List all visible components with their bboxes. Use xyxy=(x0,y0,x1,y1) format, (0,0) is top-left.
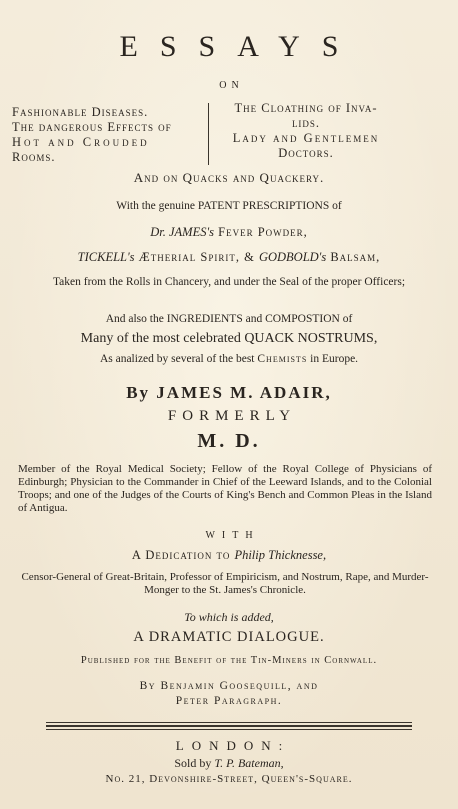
dedication-line xyxy=(0,548,458,563)
peter-paragraph-line: Peter Paragraph. xyxy=(175,695,283,707)
topic-line: The dangerous Effects of xyxy=(12,120,172,134)
by-benjamin-line: By Benjamin Goosequill, and xyxy=(139,680,319,692)
added-line: To which is added, xyxy=(184,610,274,624)
dedication-prefix: A Dedication to xyxy=(131,548,235,562)
analized-chemists: Chemists xyxy=(257,353,308,365)
topic-line: Fashionable Diseases. xyxy=(12,105,149,119)
godbold-name: GODBOLD's xyxy=(258,250,327,264)
rolls-text: Taken from the Rolls in Chancery, and under the Seal of the proper Officers; xyxy=(52,276,406,288)
topic-line: Lady and Gentlemen xyxy=(232,131,380,145)
tickell-line xyxy=(0,250,458,265)
analized-after: in Europe. xyxy=(307,353,359,365)
topic-line: Doctors. xyxy=(278,146,334,160)
topic-line: lids. xyxy=(291,116,321,130)
divider-rule xyxy=(46,725,412,727)
genuine-line: With the genuine PATENT PRESCRIPTIONS of xyxy=(116,200,342,212)
dr-james-name: Dr. JAMES's xyxy=(150,225,214,239)
topics-columns xyxy=(12,101,448,167)
topics-left-column xyxy=(12,105,202,165)
sold-line xyxy=(0,756,458,771)
censor-paragraph: Censor-General of Great-Britain, Professor of Empiricism, and Nostrum, Rape, and Murder-Monger to the St. James's Chronicle. xyxy=(21,571,429,596)
divider-rule xyxy=(46,729,412,730)
member-paragraph: Member of the Royal Medical Society; Fellow of the Royal College of Physicians of Edinburgh; Physician to the Commander in Chief of the Leeward Islands, and to the Colonial Troops; and one of the Judges of the Courts of King's Bench and Common Pleas in the Island of Antigua. xyxy=(18,463,432,514)
md-line: M. D. xyxy=(197,430,261,452)
author-line: By JAMES M. ADAIR, xyxy=(126,383,332,402)
analized-before: As analized by several of the best xyxy=(99,353,258,365)
tickell-rest: Balsam, xyxy=(326,250,381,264)
divider-rule xyxy=(46,722,412,723)
with-line: WITH xyxy=(205,530,260,541)
topic-line: Hot and Crouded xyxy=(12,135,150,149)
topics-right-column xyxy=(216,101,396,161)
analized-line xyxy=(0,353,458,365)
page-title: ESSAYS xyxy=(119,30,361,63)
sold-name: T. P. Bateman, xyxy=(214,756,284,770)
dedication-name: Philip Thicknesse, xyxy=(234,548,327,562)
tickell-mid: Ætherial Spirit, & xyxy=(134,250,259,264)
tickell-name: TICKELL's xyxy=(77,250,135,264)
address-line: No. 21, Devonshire-Street, Queen's-Square. xyxy=(105,773,353,785)
dr-james-rest: Fever Powder, xyxy=(214,225,308,239)
topic-line: The Cloathing of Inva- xyxy=(234,101,378,115)
ingredients-line: And also the INGREDIENTS and COMPOSTION of xyxy=(105,313,353,325)
benefit-line: Published for the Benefit of the Tin-Miners in Cornwall. xyxy=(80,655,378,666)
formerly-line: FORMERLY xyxy=(167,408,297,424)
column-divider xyxy=(208,103,209,165)
on-label: ON xyxy=(219,80,244,91)
quack-nostrums-line: Many of the most celebrated QUACK NOSTRUMS, xyxy=(80,331,378,346)
london-line: LONDON: xyxy=(175,738,291,753)
sold-prefix: Sold by xyxy=(174,756,215,770)
dramatic-line: A DRAMATIC DIALOGUE. xyxy=(133,629,325,645)
dr-james-line xyxy=(0,225,458,240)
quacks-line: And on Quacks and Quackery. xyxy=(133,170,325,185)
topic-line: Rooms. xyxy=(12,150,56,164)
